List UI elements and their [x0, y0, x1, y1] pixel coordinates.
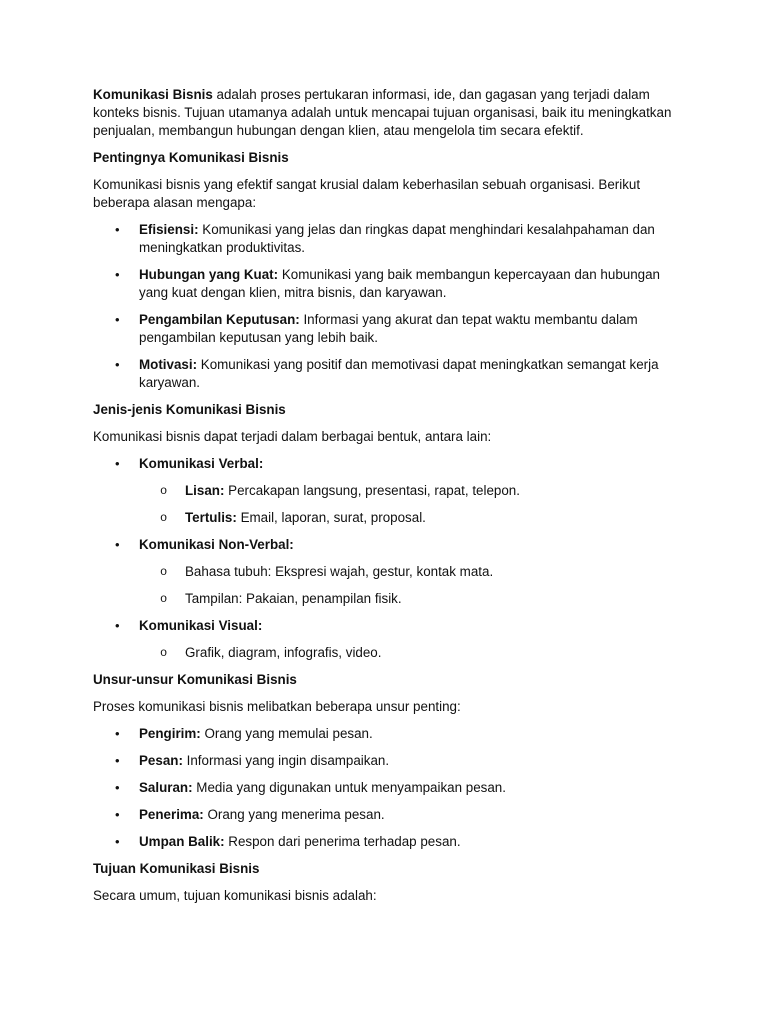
importance-list: [93, 221, 683, 392]
list-item: [93, 833, 683, 851]
sub-bullet-icon: o: [160, 484, 168, 498]
sub-list-item: [139, 563, 683, 581]
list-item: [93, 221, 683, 257]
list-item-visual: [93, 617, 683, 662]
bullet-icon: •: [115, 753, 120, 768]
item-text: Komunikasi yang positif dan memotivasi dapat meningkatkan semangat kerja karyawan.: [139, 357, 659, 390]
item-text: Komunikasi yang jelas dan ringkas dapat menghindari kesalahpahaman dan meningkatkan produktivitas.: [139, 222, 655, 255]
item-text: Orang yang memulai pesan.: [200, 726, 373, 741]
item-text: Informasi yang ingin disampaikan.: [182, 753, 390, 768]
bullet-icon: •: [115, 267, 120, 282]
sub-item-text: Bahasa tubuh: Ekspresi wajah, gestur, kontak mata.: [185, 564, 494, 579]
goals-lead: Secara umum, tujuan komunikasi bisnis adalah:: [93, 888, 377, 903]
sub-bullet-icon: o: [160, 511, 168, 525]
sub-item-label: Lisan:: [185, 483, 225, 498]
intro-paragraph: [93, 86, 683, 140]
intro-term: Komunikasi Bisnis: [93, 87, 213, 102]
document-page: [93, 86, 683, 914]
item-text: Komunikasi yang baik membangun kepercayaan dan hubungan yang kuat dengan klien, mitra bisnis, dan karyawan.: [139, 267, 661, 300]
verbal-sublist: [139, 482, 683, 527]
elements-lead: Proses komunikasi bisnis melibatkan beberapa unsur penting:: [93, 699, 461, 714]
list-item: [93, 311, 683, 347]
sub-bullet-icon: o: [160, 565, 168, 579]
sub-item-text: Tampilan: Pakaian, penampilan fisik.: [185, 591, 402, 606]
item-label: Komunikasi Visual:: [139, 618, 263, 633]
heading-types: Jenis-jenis Komunikasi Bisnis: [93, 402, 286, 417]
list-item: [93, 779, 683, 797]
list-item: [93, 725, 683, 743]
sub-item-text: Email, laporan, surat, proposal.: [236, 510, 426, 525]
heading-goals: Tujuan Komunikasi Bisnis: [93, 861, 260, 876]
importance-lead: Komunikasi bisnis yang efektif sangat krusial dalam keberhasilan sebuah organisasi. Berikut beberapa alasan mengapa:: [93, 177, 641, 210]
bullet-icon: •: [115, 780, 120, 795]
visual-sublist: [139, 644, 683, 662]
sub-list-item: [139, 644, 683, 662]
elements-list: [93, 725, 683, 851]
item-label: Pengambilan Keputusan:: [139, 312, 300, 327]
bullet-icon: •: [115, 537, 120, 552]
item-text: Orang yang menerima pesan.: [203, 807, 385, 822]
list-item-verbal: [93, 455, 683, 527]
bullet-icon: •: [115, 618, 120, 633]
bullet-icon: •: [115, 456, 120, 471]
item-label: Komunikasi Verbal:: [139, 456, 264, 471]
bullet-icon: •: [115, 726, 120, 741]
list-item-nonverbal: [93, 536, 683, 608]
item-label: Pengirim:: [139, 726, 201, 741]
sub-list-item: [139, 590, 683, 608]
sub-item-text: Percakapan langsung, presentasi, rapat, telepon.: [224, 483, 520, 498]
heading-elements: Unsur-unsur Komunikasi Bisnis: [93, 672, 297, 687]
item-text: Respon dari penerima terhadap pesan.: [224, 834, 461, 849]
types-list: [93, 455, 683, 662]
item-label: Penerima:: [139, 807, 204, 822]
types-lead: Komunikasi bisnis dapat terjadi dalam berbagai bentuk, antara lain:: [93, 429, 492, 444]
sub-list-item: [139, 509, 683, 527]
item-text: Informasi yang akurat dan tepat waktu membantu dalam pengambilan keputusan yang lebih baik.: [139, 312, 638, 345]
sub-list-item: [139, 482, 683, 500]
bullet-icon: •: [115, 357, 120, 372]
bullet-icon: •: [115, 222, 120, 237]
sub-item-text: Grafik, diagram, infografis, video.: [185, 645, 382, 660]
item-label: Umpan Balik:: [139, 834, 225, 849]
list-item: [93, 266, 683, 302]
list-item: [93, 752, 683, 770]
nonverbal-sublist: [139, 563, 683, 608]
sub-item-label: Tertulis:: [185, 510, 237, 525]
item-label: Hubungan yang Kuat:: [139, 267, 279, 282]
list-item: [93, 356, 683, 392]
bullet-icon: •: [115, 807, 120, 822]
item-label: Efisiensi:: [139, 222, 199, 237]
list-item: [93, 806, 683, 824]
bullet-icon: •: [115, 834, 120, 849]
intro-text: adalah proses pertukaran informasi, ide, dan gagasan yang terjadi dalam konteks bisnis. Tujuan utamanya adalah untuk mencapai tujuan organisasi, baik itu meningkatkan penjualan, membangun hubungan dengan klien, atau mengelola tim secara efektif.: [93, 87, 672, 138]
item-label: Pesan:: [139, 753, 183, 768]
sub-bullet-icon: o: [160, 592, 168, 606]
item-label: Motivasi:: [139, 357, 198, 372]
heading-importance: Pentingnya Komunikasi Bisnis: [93, 150, 289, 165]
bullet-icon: •: [115, 312, 120, 327]
item-label: Komunikasi Non-Verbal:: [139, 537, 294, 552]
item-text: Media yang digunakan untuk menyampaikan pesan.: [192, 780, 506, 795]
item-label: Saluran:: [139, 780, 193, 795]
sub-bullet-icon: o: [160, 646, 168, 660]
